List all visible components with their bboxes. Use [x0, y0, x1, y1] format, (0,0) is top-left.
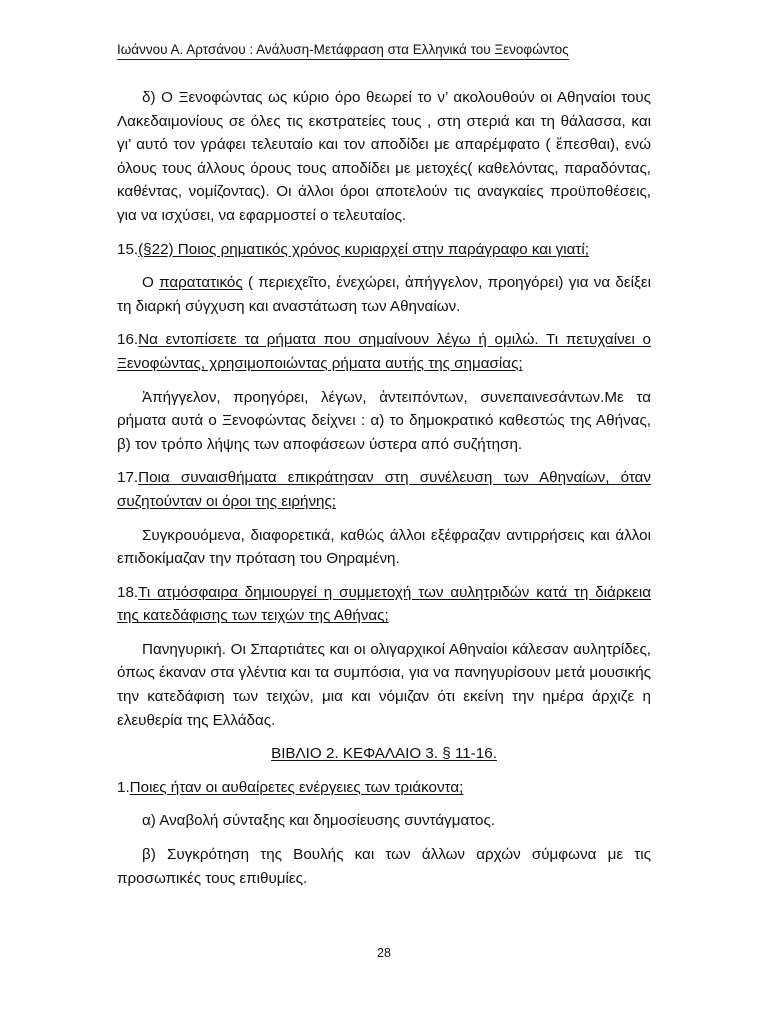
answer-18: Πανηγυρική. Οι Σπαρτιάτες και οι ολιγαρχικοί Αθηναίοι κάλεσαν αυλητρίδες, όπως έκαναν στα γλέντια και τα συμπόσια, για να πανηγυρίσουν μετά μουσικής την κατεδάφιση των τειχών, μια και νόμιζαν ότι εκείνη την ημέρα άρχιζε η ελευθερία της Ελλάδας.: [117, 640, 651, 729]
question-1: [117, 776, 651, 800]
question-16-text: Να εντοπίσετε τα ρήματα που σημαίνουν λέγω ή ομιλώ. Τι πετυχαίνει ο Ξενοφώντας, χρησιμοποιώντας ρήματα αυτής της σημασίας;: [117, 331, 651, 372]
answer-15-prefix: Ο: [142, 274, 160, 292]
answer-1-alpha: α) Αναβολή σύνταξης και δημοσίευσης συντάγματος.: [142, 812, 496, 830]
running-header: Ιωάννου Α. Αρτσάνου : Ανάλυση-Μετάφραση στα Ελληνικά του Ξενοφώντος: [117, 42, 569, 60]
answer-17: Συγκρουόμενα, διαφορετικά, καθώς άλλοι εξέφραζαν αντιρρήσεις και άλλοι επιδοκίμαζαν την πρόταση του Θηραμένη.: [117, 526, 651, 568]
question-18-number: 18.: [117, 583, 139, 601]
question-16-number: 16.: [117, 331, 139, 349]
question-17-text: Ποια συναισθήματα επικράτησαν στη συνέλευση των Αθηναίων, όταν συζητούνταν οι όροι της ειρήνης;: [117, 469, 651, 510]
question-18-text: Τι ατμόσφαιρα δημιουργεί η συμμετοχή των αυλητριδών κατά τη διάρκεια της κατεδάφισης των τειχών της Αθήνας;: [117, 583, 651, 625]
question-17: [117, 466, 651, 513]
section-heading-text: ΒΙΒΛΙΟ 2. ΚΕΦΑΛΑΙΟ 3. § 11-16.: [271, 745, 497, 763]
answer-15-rest: ( περιεχεῖτο, ἐνεχώρει, ἀπήγγελον, προηγόρει) για να δείξει τη διαρκή σύγχυση και αναστάτωση των Αθηναίων.: [117, 274, 651, 315]
answer-1-beta: β) Συγκρότηση της Βουλής και των άλλων αρχών σύμφωνα με τις προσωπικές τους επιθυμίες.: [117, 846, 651, 887]
question-1-number: 1.: [117, 778, 130, 796]
answer-15: [117, 271, 651, 318]
question-15-text: (§22) Ποιος ρηματικός χρόνος κυριαρχεί στην παράγραφο και γιατί;: [138, 240, 590, 258]
answer-15-term: παρατατικός: [159, 274, 243, 292]
question-15: [117, 238, 651, 262]
question-1-text: Ποιες ήταν οι αυθαίρετες ενέργειες των τριάκοντα;: [129, 778, 464, 796]
question-17-number: 17.: [117, 469, 139, 487]
section-heading: [117, 742, 651, 766]
page-number: 28: [377, 946, 391, 960]
question-16: [117, 328, 651, 375]
answer-16: Ἀπήγγελον, προηγόρει, λέγων, ἀντειπόντων, συνεπαινεσάντων.Με τα ρήματα αυτά ο Ξενοφώντας δείχνει : α) το δημοκρατικό καθεστώς της Αθήνας, β) τον τρόπο λήψης των αποφάσεων ύστερα από συζήτηση.: [117, 388, 651, 453]
answer-paragraph-delta: δ) Ο Ξενοφώντας ως κύριο όρο θεωρεί το ν’ ακολουθούν οι Αθηναίοι τους Λακεδαιμονίους σε όλες τις εκστρατείες τους , στη στεριά και τη θάλασσα, και γι’ αυτό τον γράφει τελευταίο και τον αποδίδει με απαρέμφατο ( ἕπεσθαι), ενώ όλους τους άλλους όρους τους αποδίδει με μετοχές( καθελόντας, παραδόντας, καθέντας, νομίζοντας). Οι άλλοι όροι αποτελούν τις αναγκαίες προϋποθέσεις, για να ισχύσει, να εφαρμοστεί ο τελευταίος.: [117, 89, 651, 224]
question-18: [117, 581, 651, 628]
page-body: [117, 86, 651, 900]
question-15-number: 15.: [117, 240, 139, 258]
